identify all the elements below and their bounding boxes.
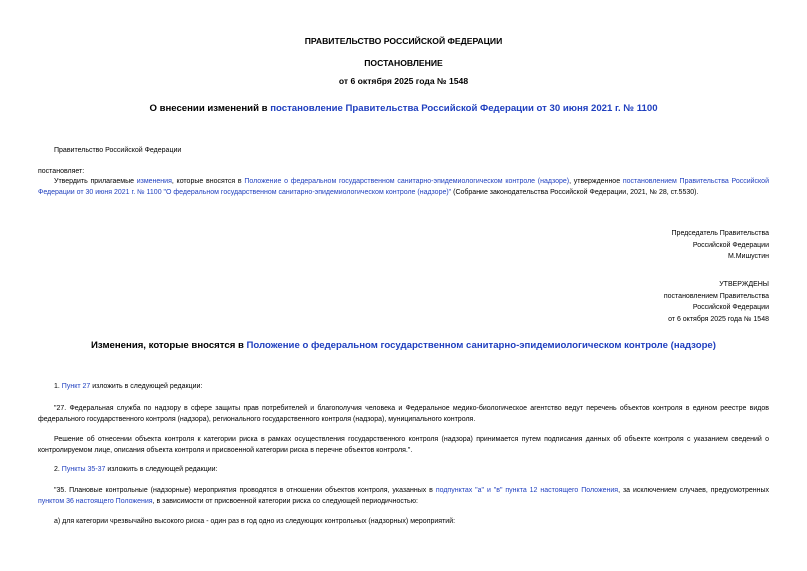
item-2 <box>38 464 769 475</box>
approve-text-4: (Собрание законодательства Российской Федерации, 2021, № 28, ст.5530). <box>451 189 699 196</box>
document-title <box>0 103 807 114</box>
paragraph-35-text-2: , за исключением случаев, предусмотренных <box>618 487 770 494</box>
changes-link[interactable]: изменения <box>136 178 172 185</box>
regulation-link[interactable]: Положение о федеральном государственном санитарно-эпидемиологическом контроле (надзоре) <box>244 178 570 185</box>
paragraph-35 <box>38 485 769 507</box>
approve-text-2: , которые вносятся в <box>171 178 245 185</box>
item-2-link[interactable]: Пункты 35-37 <box>61 466 106 473</box>
changes-title-prefix: Изменения, которые вносятся в <box>91 340 247 351</box>
item-2-number: 2. <box>54 466 62 473</box>
changes-title <box>0 340 807 351</box>
title-prefix: О внесении изменений в <box>149 103 271 114</box>
government-header: ПРАВИТЕЛЬСТВО РОССИЙСКОЙ ФЕДЕРАЦИИ <box>304 36 503 46</box>
approve-text-1: Утвердить прилагаемые <box>54 178 137 185</box>
item-1-link[interactable]: Пункт 27 <box>61 383 91 390</box>
approve-text-3: , утвержденное <box>569 178 623 185</box>
approval-line-1: УТВЕРЖДЕНЫ <box>719 281 769 288</box>
item-1-number: 1. <box>54 383 62 390</box>
item-2-text: изложить в следующей редакции: <box>105 466 218 473</box>
document-type: ПОСТАНОВЛЕНИЕ <box>364 58 443 68</box>
changes-title-link[interactable]: Положение о федеральном государственном санитарно-эпидемиологическом контроле (надзоре) <box>246 340 716 351</box>
signature-title-1: Председатель Правительства <box>671 230 769 237</box>
paragraph-27: "27. Федеральная служба по надзору в сфере защиты прав потребителей и благополучия человека и Федеральное медико-биологическое агентство ведут перечень объектов контроля в едином реестре видов федерального государственного контроля (надзора), регионального государственного контроля (надзора), муниципального контроля. <box>38 405 769 423</box>
approval-line-2: постановлением Правительства <box>663 292 769 300</box>
issuer-line: Правительство Российской Федерации <box>54 147 182 154</box>
signature-title-2: Российской Федерации <box>692 241 769 249</box>
signature-name: М.Мишустин <box>727 253 769 260</box>
decree-link[interactable]: постановлением Правительства Российской Федерации от 30 июня 2021 г. № 1100 "О федеральном государственном санитарно-эпидемиологическом контроле (надзоре)" <box>38 178 769 196</box>
paragraph-35-text-3: , в зависимости от присвоенной категории риска со следующей периодичностью: <box>152 498 418 505</box>
point-36-link[interactable]: пунктом 36 настоящего Положения <box>38 498 153 505</box>
item-1 <box>38 381 769 392</box>
signature-block <box>672 228 769 263</box>
document-date-number: от 6 октября 2025 года № 1548 <box>338 76 469 86</box>
item-1-text: изложить в следующей редакции: <box>90 383 203 390</box>
subparagraphs-link[interactable]: подпунктах "а" и "в" пункта 12 настоящего Положения <box>435 487 619 494</box>
title-decree-link[interactable]: постановление Правительства Российской Федерации от 30 июня 2021 г. № 1100 <box>270 103 658 114</box>
subparagraph-a: а) для категории чрезвычайно высокого риска - один раз в год одно из следующих контрольных (надзорных) мероприятий: <box>54 518 456 525</box>
approval-block <box>664 279 769 325</box>
paragraph-27-decision: Решение об отнесении объекта контроля к категории риска в рамках осуществления государственного контроля (надзора) принимается путем подписания данных об объекте контроля с указанием сведений о контролируемом лице, описания объекта контроля и присвоенной категории риска в перечне объектов контроля.". <box>38 436 769 454</box>
approve-paragraph <box>38 176 769 198</box>
approval-line-4: от 6 октября 2025 года № 1548 <box>668 315 769 323</box>
decrees-line: постановляет: <box>38 168 85 175</box>
approval-line-3: Российской Федерации <box>692 304 769 311</box>
paragraph-35-text-1: "35. Плановые контрольные (надзорные) мероприятия проводятся в отношении объектов контроля, указанных в <box>54 487 436 494</box>
